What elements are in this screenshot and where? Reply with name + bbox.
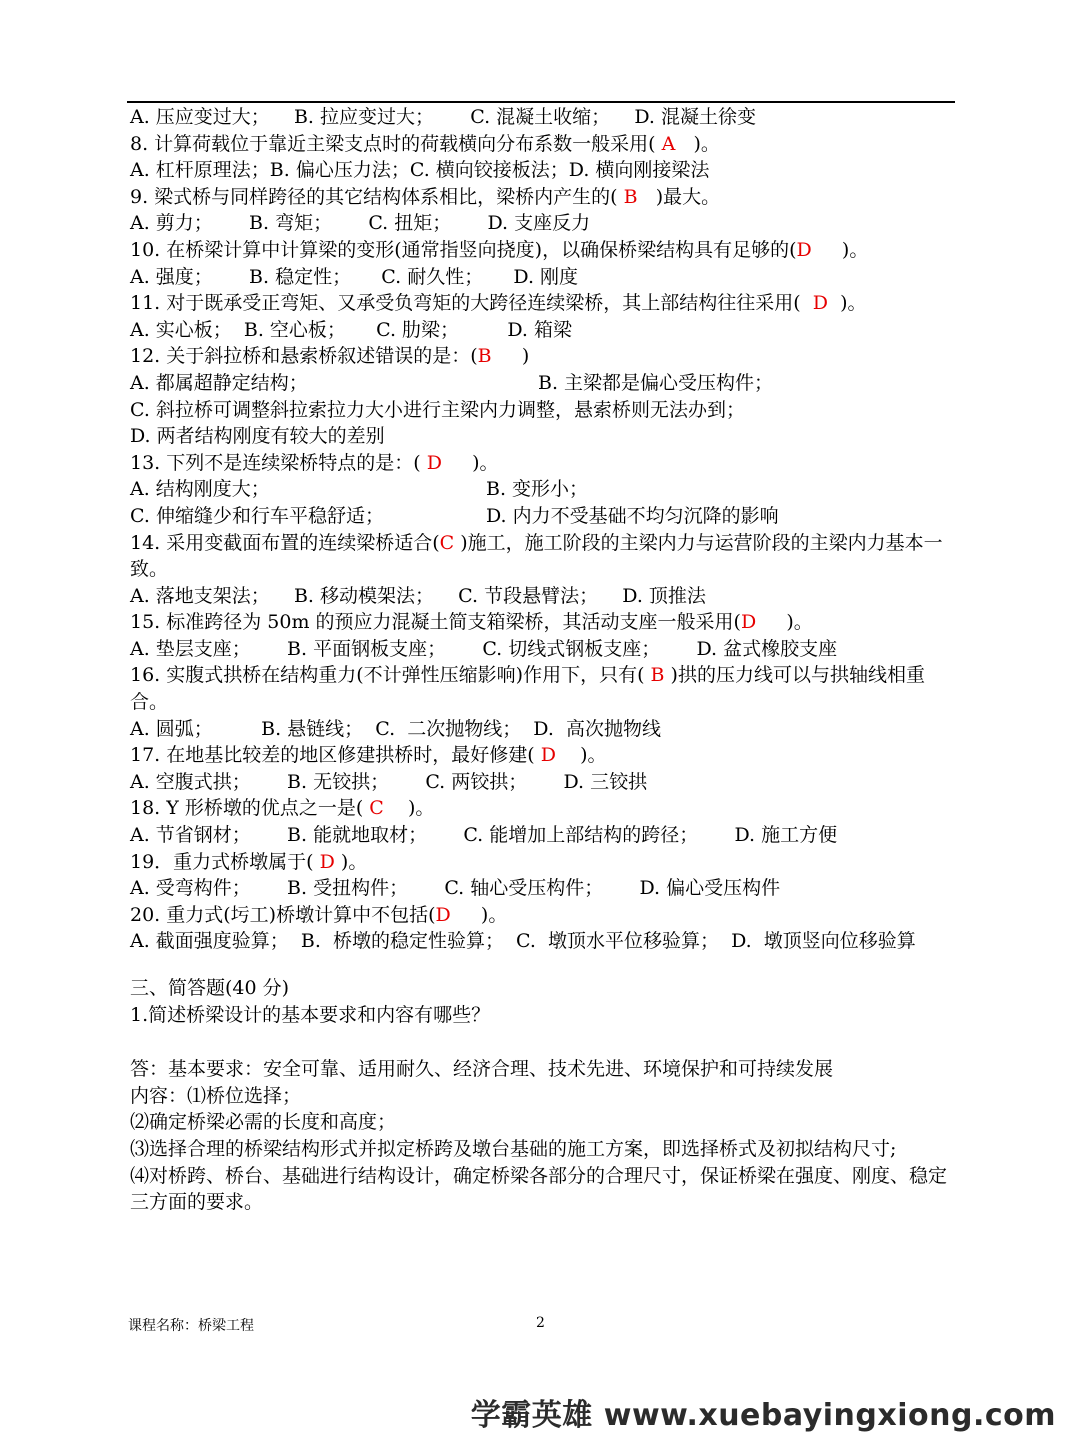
answer-content-item-3: ⑶选择合理的桥梁结构形式并拟定桥跨及墩台基础的施工方案，即选择桥式及初拟结构尺寸; xyxy=(130,1137,897,1160)
q14-options: A. 落地支架法； B. 移动模架法； C. 节段悬臂法； D. 顶推法 xyxy=(130,584,706,607)
answer-content-item-2: ⑵确定桥梁必需的长度和高度； xyxy=(130,1111,397,1134)
answer-8: A xyxy=(655,132,682,155)
answer-content-item-4: ⑷对桥跨、桥台、基础进行结构设计，确定桥梁各部分的合理尺寸，保证桥梁在强度、刚度、稳定三方面的要求。 xyxy=(130,1164,948,1214)
answer-16: B xyxy=(644,664,671,687)
answer-20: D xyxy=(435,903,451,926)
question-18: 18. Y 形桥墩的优点之一是( C )。 xyxy=(130,797,435,820)
spacer xyxy=(130,1028,960,1056)
document-body xyxy=(130,104,960,1216)
question-19: 19．重力式桥墩属于( D )。 xyxy=(130,850,368,873)
answer-12: B xyxy=(477,345,492,368)
q17-options: A. 空腹式拱； B. 无铰拱； C. 两铰拱； D. 三铰拱 xyxy=(130,770,648,793)
question-9: 9. 梁式桥与同样跨径的其它结构体系相比，梁桥内产生的( B )最大。 xyxy=(130,185,721,208)
q8-options: A. 杠杆原理法；B. 偏心压力法；C. 横向铰接板法；D. 横向刚接梁法 xyxy=(130,159,710,182)
q16-options: A. 圆弧； B. 悬链线； C. 二次抛物线； D. 高次抛物线 xyxy=(130,717,661,740)
question-20: 20. 重力式(圬工)桥墩计算中不包括(D )。 xyxy=(130,903,508,926)
question-12: 12. 关于斜拉桥和悬索桥叙述错误的是：(B ) xyxy=(130,345,530,368)
answer-14: C xyxy=(439,531,455,554)
question-11: 11. 对于既承受正弯矩、又承受负弯矩的大跨径连续梁桥，其上部结构往往采用( D )。 xyxy=(130,292,867,315)
answer-19: D xyxy=(313,850,341,873)
q13-options-ab: A. 结构刚度大； B. 变形小； xyxy=(130,478,589,501)
question-15: 15. 标准跨径为 50m 的预应力混凝土简支箱梁桥，其活动支座一般采用(D )。 xyxy=(130,611,813,634)
page-number: 2 xyxy=(536,1315,545,1331)
answer-basic-requirements: 答：基本要求：安全可靠、适用耐久、经济合理、技术先进、环境保护和可持续发展 xyxy=(130,1058,834,1081)
q12-option-d: D. 两者结构刚度有较大的差别 xyxy=(130,425,385,448)
q9-options: A. 剪力； B. 弯矩； C. 扭矩； D. 支座反力 xyxy=(130,212,591,235)
answer-13: D xyxy=(420,451,448,474)
q11-options: A. 实心板； B. 空心板； C. 肋梁； D. 箱梁 xyxy=(130,318,573,341)
question-8: 8. 计算荷载位于靠近主梁支点时的荷载横向分布系数一般采用( A )。 xyxy=(130,132,720,155)
section-3-title: 三、简答题(40 分) xyxy=(130,977,290,999)
question-17: 17. 在地基比较差的地区修建拱桥时，最好修建( D )。 xyxy=(130,744,607,767)
short-answer-question-1: 1.简述桥梁设计的基本要求和内容有哪些？ xyxy=(130,1003,491,1026)
q12-options-ab: A. 都属超静定结构； B. 主梁都是偏心受压构件； xyxy=(130,371,774,394)
answer-11: D xyxy=(800,292,841,315)
q20-options: A. 截面强度验算； B. 桥墩的稳定性验算； C. 墩顶水平位移验算； D. 墩顶竖向位移验算 xyxy=(130,930,916,953)
answer-content-item-1: 内容：⑴桥位选择； xyxy=(130,1084,302,1107)
answer-17: D xyxy=(534,744,562,767)
q10-options: A. 强度； B. 稳定性； C. 耐久性； D. 刚度 xyxy=(130,265,579,288)
question-13: 13. 下列不是连续梁桥特点的是：( D )。 xyxy=(130,451,499,474)
q13-options-cd: C. 伸缩缝少和行车平稳舒适； D. 内力不受基础不均匀沉降的影响 xyxy=(130,504,779,527)
question-16: 16. 实腹式拱桥在结构重力(不计弹性压缩影响)作用下，只有( B )拱的压力线可以与拱轴线相重合。 xyxy=(130,664,925,714)
header-rule xyxy=(127,101,955,103)
footer-course-name: 课程名称：桥梁工程 xyxy=(128,1318,254,1334)
question-10: 10. 在桥梁计算中计算梁的变形(通常指竖向挠度)，以确保桥梁结构具有足够的(D )。 xyxy=(130,238,869,261)
q19-options: A. 受弯构件； B. 受扭构件； C. 轴心受压构件； D. 偏心受压构件 xyxy=(130,877,781,900)
q12-option-c: C. 斜拉桥可调整斜拉索拉力大小进行主梁内力调整，悬索桥则无法办到； xyxy=(130,398,745,421)
q18-options: A. 节省钢材； B. 能就地取材； C. 能增加上部结构的跨径； D. 施工方便 xyxy=(130,824,838,847)
spacer xyxy=(130,955,960,975)
answer-10: D xyxy=(796,238,812,261)
answer-15: D xyxy=(740,611,757,634)
question-14: 14. 采用变截面布置的连续梁桥适合(C )施工，施工阶段的主梁内力与运营阶段的主梁内力基本一致。 xyxy=(130,531,943,581)
q15-options: A. 垫层支座； B. 平面钢板支座； C. 切线式钢板支座； D. 盆式橡胶支座 xyxy=(130,637,838,660)
answer-9: B xyxy=(617,185,644,208)
watermark: 学霸英雄 www.xuebayingxiong.com xyxy=(470,1398,1056,1433)
answer-18: C xyxy=(363,797,390,820)
q7-options: A. 压应变过大； B. 拉应变过大； C. 混凝土收缩； D. 混凝土徐变 xyxy=(130,106,756,128)
